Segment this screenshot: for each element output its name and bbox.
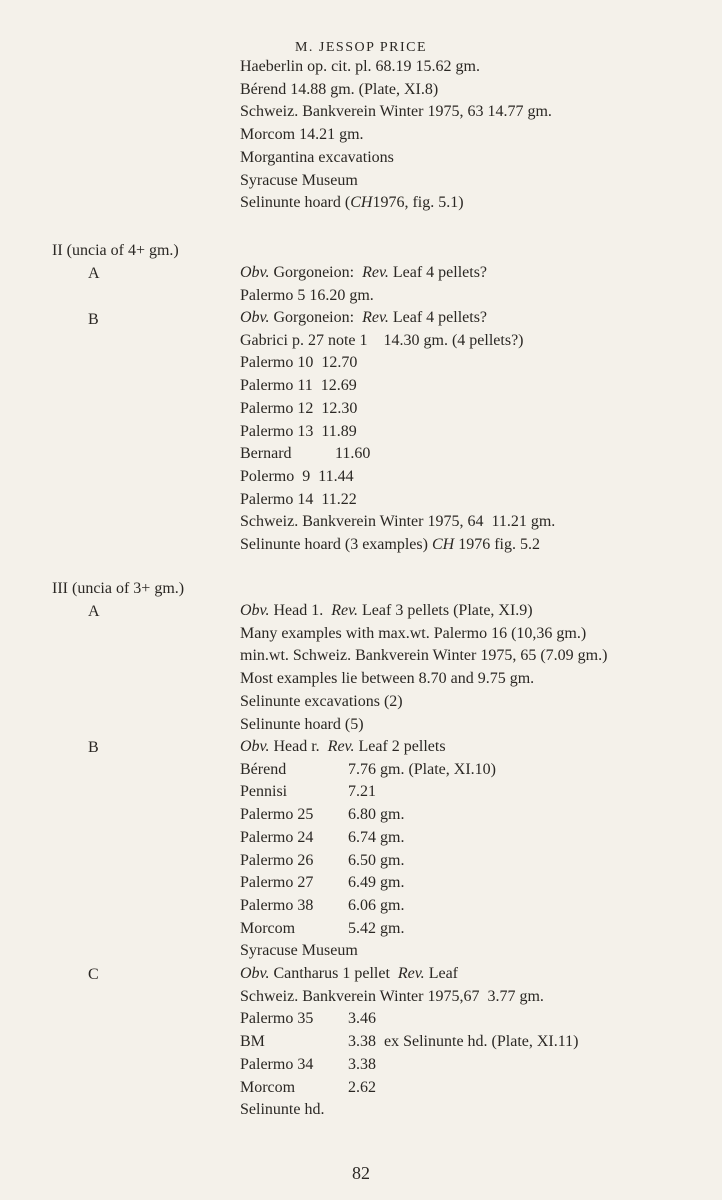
obv-text: Head r.: [269, 738, 328, 755]
record-name: Palermo 35: [240, 1010, 314, 1028]
type-description: [240, 736, 496, 759]
record-row: [240, 352, 555, 375]
record-row: [240, 759, 496, 782]
obv-label: Obv.: [240, 965, 270, 982]
subsection-letter-ii-b: B: [88, 311, 99, 328]
record-row: [240, 918, 496, 941]
intro-line: Morcom 14.21 gm.: [240, 126, 364, 144]
record-name: Palermo 25: [240, 806, 314, 824]
text-segment-italic: CH: [350, 194, 373, 212]
rev-label: Rev.: [331, 602, 359, 619]
record-row: [240, 489, 555, 512]
record-value: 6.80 gm.: [348, 806, 405, 824]
record-line: Selinunte excavations (2): [240, 692, 403, 710]
text-segment-italic: CH: [431, 536, 455, 554]
record-row: [240, 466, 555, 489]
record-name: Bérend: [240, 760, 287, 778]
subsection-letter-ii-a: A: [88, 265, 100, 282]
record-row: [240, 1054, 578, 1077]
record-row: [240, 1031, 578, 1054]
record-row: [240, 850, 496, 873]
record-value: 11.60: [335, 445, 371, 463]
obv-text: Gorgoneion:: [269, 309, 363, 326]
record-value: 12.70: [321, 354, 358, 372]
record-line: Selinunte hd.: [240, 1101, 325, 1119]
page-number: 82: [352, 1163, 370, 1183]
record-row: [240, 398, 555, 421]
rev-text: Leaf 4 pellets?: [388, 264, 488, 281]
record-name: Morcom: [240, 1078, 296, 1096]
record-row: [240, 872, 496, 895]
rev-label: Rev.: [362, 309, 389, 326]
intro-line: Haeberlin op. cit. pl. 68.19 15.62 gm.: [240, 58, 480, 75]
record-value: 6.06 gm.: [348, 896, 405, 914]
obv-text: Head 1.: [269, 602, 332, 619]
rev-label: Rev.: [397, 965, 425, 982]
intro-line: Schweiz. Bankverein Winter 1975, 63 14.77 gm.: [240, 103, 552, 121]
record-name: BM: [240, 1033, 265, 1051]
obv-label: Obv.: [240, 309, 270, 326]
record-value: 3.38: [348, 1055, 376, 1073]
record-value: 7.21: [348, 783, 376, 801]
record-value: 11.44: [318, 467, 354, 485]
text-segment: Selinunte hoard (3 examples): [240, 536, 432, 554]
record-value: 6.74 gm.: [348, 828, 405, 846]
subsection-iii-a: [240, 600, 607, 736]
record-value: 11.89: [321, 422, 357, 440]
record-name: Palermo 38: [240, 896, 314, 914]
intro-line-last: [240, 192, 552, 215]
section-title-iii: III (uncia of 3+ gm.): [52, 580, 185, 597]
record-name: Palermo 27: [240, 874, 314, 892]
obv-text: Gorgoneion:: [269, 264, 363, 281]
rev-text: Leaf 2 pellets: [354, 738, 446, 755]
rev-text: Leaf 3 pellets (Plate, XI.9): [358, 602, 533, 619]
record-line: min.wt. Schweiz. Bankverein Winter 1975, 65 (7.09 gm.): [240, 647, 608, 665]
record-value: 2.62: [348, 1078, 376, 1096]
record-value: 6.50 gm.: [348, 851, 405, 869]
obv-text: Cantharus 1 pellet: [269, 965, 398, 982]
record-line: Many examples with max.wt. Palermo 16 (10,36 gm.): [240, 624, 587, 642]
record-name: Bernard: [240, 445, 292, 463]
text-segment: 1976, fig. 5.1): [372, 194, 464, 212]
record-line: Schweiz. Bankverein Winter 1975, 64 11.21 gm.: [240, 513, 556, 531]
record-line: Schweiz. Bankverein Winter 1975,67 3.77 gm.: [240, 987, 544, 1005]
record-line-last: [240, 534, 555, 557]
record-row: [240, 804, 496, 827]
type-description: [240, 262, 487, 285]
record-value: 6.49 gm.: [348, 874, 405, 892]
record-row: [240, 443, 555, 466]
subsection-letter-iii-a: A: [88, 603, 100, 620]
record-row: [240, 895, 496, 918]
subsection-letter-iii-b: B: [88, 739, 99, 756]
record-row: [240, 375, 555, 398]
record-value: 12.69: [320, 377, 357, 395]
record-value: 12.30: [321, 399, 358, 417]
record-name: Palermo 12: [240, 399, 314, 417]
text-segment: 1976 fig. 5.2: [454, 536, 540, 554]
record-value: 7.76 gm. (Plate, XI.10): [348, 760, 496, 778]
record-row: [240, 827, 496, 850]
type-description: [240, 963, 578, 986]
intro-line: Syracuse Museum: [240, 171, 358, 189]
record-value: 5.42 gm.: [348, 919, 405, 937]
obv-label: Obv.: [240, 602, 270, 619]
record-row: [240, 421, 555, 444]
rev-label: Rev.: [362, 264, 389, 281]
record-name: Palermo 13: [240, 422, 314, 440]
running-header: M. JESSOP PRICE: [294, 40, 428, 55]
record-name: Palermo 14: [240, 490, 314, 508]
record-name: Palermo 24: [240, 828, 314, 846]
record-line: Most examples lie between 8.70 and 9.75 gm.: [240, 670, 535, 688]
subsection-letter-iii-c: C: [88, 966, 99, 983]
record-name: Palermo 26: [240, 851, 314, 869]
intro-list: [240, 56, 552, 215]
record-line: Selinunte hoard (5): [240, 715, 364, 733]
obv-label: Obv.: [240, 264, 270, 281]
subsection-ii-a: [240, 262, 487, 307]
subsection-iii-b: [240, 736, 496, 963]
record-name: Palermo 34: [240, 1055, 314, 1073]
record-value: 3.46: [348, 1010, 376, 1028]
record-row: [240, 1008, 578, 1031]
record-value: 11.22: [321, 490, 357, 508]
record-line: Palermo 5 16.20 gm.: [240, 286, 374, 304]
text-segment: Selinunte hoard (: [240, 194, 351, 212]
intro-line: Bérend 14.88 gm. (Plate, XI.8): [240, 80, 439, 98]
rev-text: Leaf: [424, 965, 458, 982]
record-row: [240, 781, 496, 804]
section-title-ii: II (uncia of 4+ gm.): [52, 242, 179, 259]
record-line: Syracuse Museum: [240, 942, 358, 960]
record-value: 3.38 ex Selinunte hd. (Plate, XI.11): [348, 1033, 579, 1051]
record-name: Palermo 11: [240, 377, 313, 395]
record-name: Morcom: [240, 919, 296, 937]
record-name: Palermo 10: [240, 354, 314, 372]
intro-line: Morgantina excavations: [240, 148, 394, 166]
record-row: [240, 1077, 578, 1100]
rev-label: Rev.: [327, 738, 355, 755]
record-name: Pennisi: [240, 783, 288, 801]
record-name: Polermo 9: [240, 467, 311, 485]
obv-label: Obv.: [240, 738, 270, 755]
subsection-iii-c: [240, 963, 578, 1122]
subsection-ii-b: [240, 307, 555, 557]
type-description: [240, 600, 607, 623]
record-line: Gabrici p. 27 note 1 14.30 gm. (4 pellets?): [240, 331, 524, 349]
type-description: [240, 307, 555, 330]
rev-text: Leaf 4 pellets?: [388, 309, 488, 326]
